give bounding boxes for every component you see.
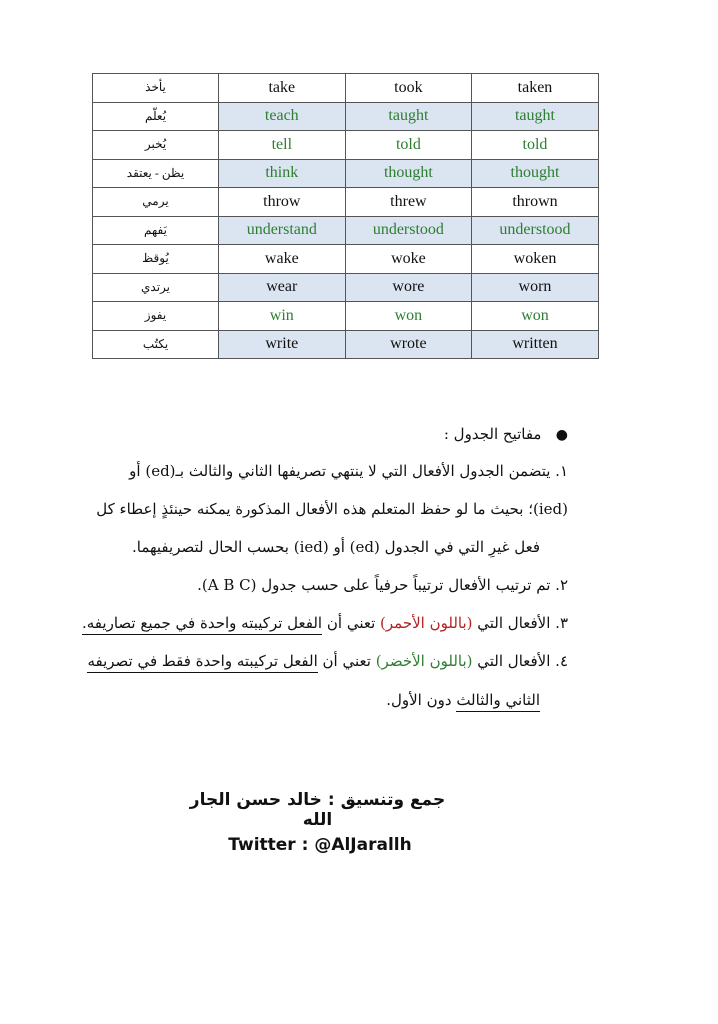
- participle-form-cell: understood: [472, 216, 599, 245]
- participle-form-cell: worn: [472, 273, 599, 302]
- arabic-meaning-cell: يُخبر: [93, 131, 219, 160]
- table-row: [93, 330, 599, 359]
- table-row: [93, 273, 599, 302]
- past-form-cell: woke: [345, 245, 472, 274]
- table-row: [93, 216, 599, 245]
- notes-heading-text: مفاتيح الجدول :: [443, 425, 542, 443]
- participle-form-cell: won: [472, 302, 599, 331]
- note-4-part-b: تعني أن: [317, 652, 376, 670]
- participle-form-cell: written: [472, 330, 599, 359]
- past-form-cell: threw: [345, 188, 472, 217]
- arabic-meaning-cell: يُوقظ: [93, 245, 219, 274]
- base-form-cell: teach: [219, 102, 346, 131]
- table-row: [93, 131, 599, 160]
- base-form-cell: wear: [219, 273, 346, 302]
- note-2-text: ٢. تم ترتيب الأفعال ترتيباً حرفياً على حسب جدول (A B C).: [197, 576, 568, 594]
- note-3-part-a: ٣. الأفعال التي: [472, 614, 568, 632]
- twitter-handle: Twitter : @AlJarallh: [228, 835, 412, 855]
- base-form-cell: wake: [219, 245, 346, 274]
- past-form-cell: wore: [345, 273, 472, 302]
- table-row: [93, 302, 599, 331]
- past-form-cell: taught: [345, 102, 472, 131]
- arabic-meaning-cell: يُعلّم: [93, 102, 219, 131]
- note-1-text-1: ١. يتضمن الجدول الأفعال التي لا ينتهي تصريفها الثاني والثالث بـ(ed) أو: [129, 462, 568, 480]
- past-form-cell: thought: [345, 159, 472, 188]
- verb-table: [92, 73, 599, 359]
- note-4-underlined: الفعل تركيبته واحدة فقط في تصريفه: [87, 652, 317, 673]
- base-form-cell: win: [219, 302, 346, 331]
- arabic-meaning-cell: يكتُب: [93, 330, 219, 359]
- note-1-text-3: فعل غيرِ التي في الجدول (ed) أو (ied) بحسب الحال لتصريفيهما.: [131, 538, 540, 556]
- note-4-underlined-2: الثاني والثالث: [456, 691, 540, 712]
- note-4-green-label: (باللون الأخضر): [375, 652, 473, 670]
- participle-form-cell: thrown: [472, 188, 599, 217]
- note-4-part-a: ٤. الأفعال التي: [472, 652, 568, 670]
- note-3-red-label: (باللون الأحمر): [380, 614, 473, 632]
- arabic-meaning-cell: يرمي: [93, 188, 219, 217]
- compiled-by: جمع وتنسيق : خالد حسن الجار الله: [189, 790, 446, 830]
- base-form-cell: write: [219, 330, 346, 359]
- base-form-cell: tell: [219, 131, 346, 160]
- note-1-text-2: (ied)؛ بحيث ما لو حفظ المتعلم هذه الأفعال المذكورة يمكنه حينئذٍ إعطاء كل: [96, 500, 568, 518]
- note-4-rest: دون الأول.: [386, 691, 457, 709]
- arabic-meaning-cell: يَفهم: [93, 216, 219, 245]
- note-3-part-b: تعني أن: [322, 614, 381, 632]
- participle-form-cell: taught: [472, 102, 599, 131]
- past-form-cell: won: [345, 302, 472, 331]
- table-row: [93, 188, 599, 217]
- past-form-cell: wrote: [345, 330, 472, 359]
- base-form-cell: take: [219, 74, 346, 103]
- table-row: [93, 102, 599, 131]
- arabic-meaning-cell: يظن - يعتقد: [93, 159, 219, 188]
- participle-form-cell: woken: [472, 245, 599, 274]
- table-row: [93, 159, 599, 188]
- base-form-cell: think: [219, 159, 346, 188]
- table-row: [93, 74, 599, 103]
- arabic-meaning-cell: يفوز: [93, 302, 219, 331]
- arabic-meaning-cell: يرتدي: [93, 273, 219, 302]
- past-form-cell: understood: [345, 216, 472, 245]
- base-form-cell: understand: [219, 216, 346, 245]
- participle-form-cell: taken: [472, 74, 599, 103]
- table-row: [93, 245, 599, 274]
- arabic-meaning-cell: يأخذ: [93, 74, 219, 103]
- participle-form-cell: told: [472, 131, 599, 160]
- bullet-icon: ●: [555, 427, 568, 443]
- past-form-cell: told: [345, 131, 472, 160]
- note-3-underlined: الفعل تركيبته واحدة في جميع تصاريفه.: [82, 614, 322, 635]
- participle-form-cell: thought: [472, 159, 599, 188]
- past-form-cell: took: [345, 74, 472, 103]
- base-form-cell: throw: [219, 188, 346, 217]
